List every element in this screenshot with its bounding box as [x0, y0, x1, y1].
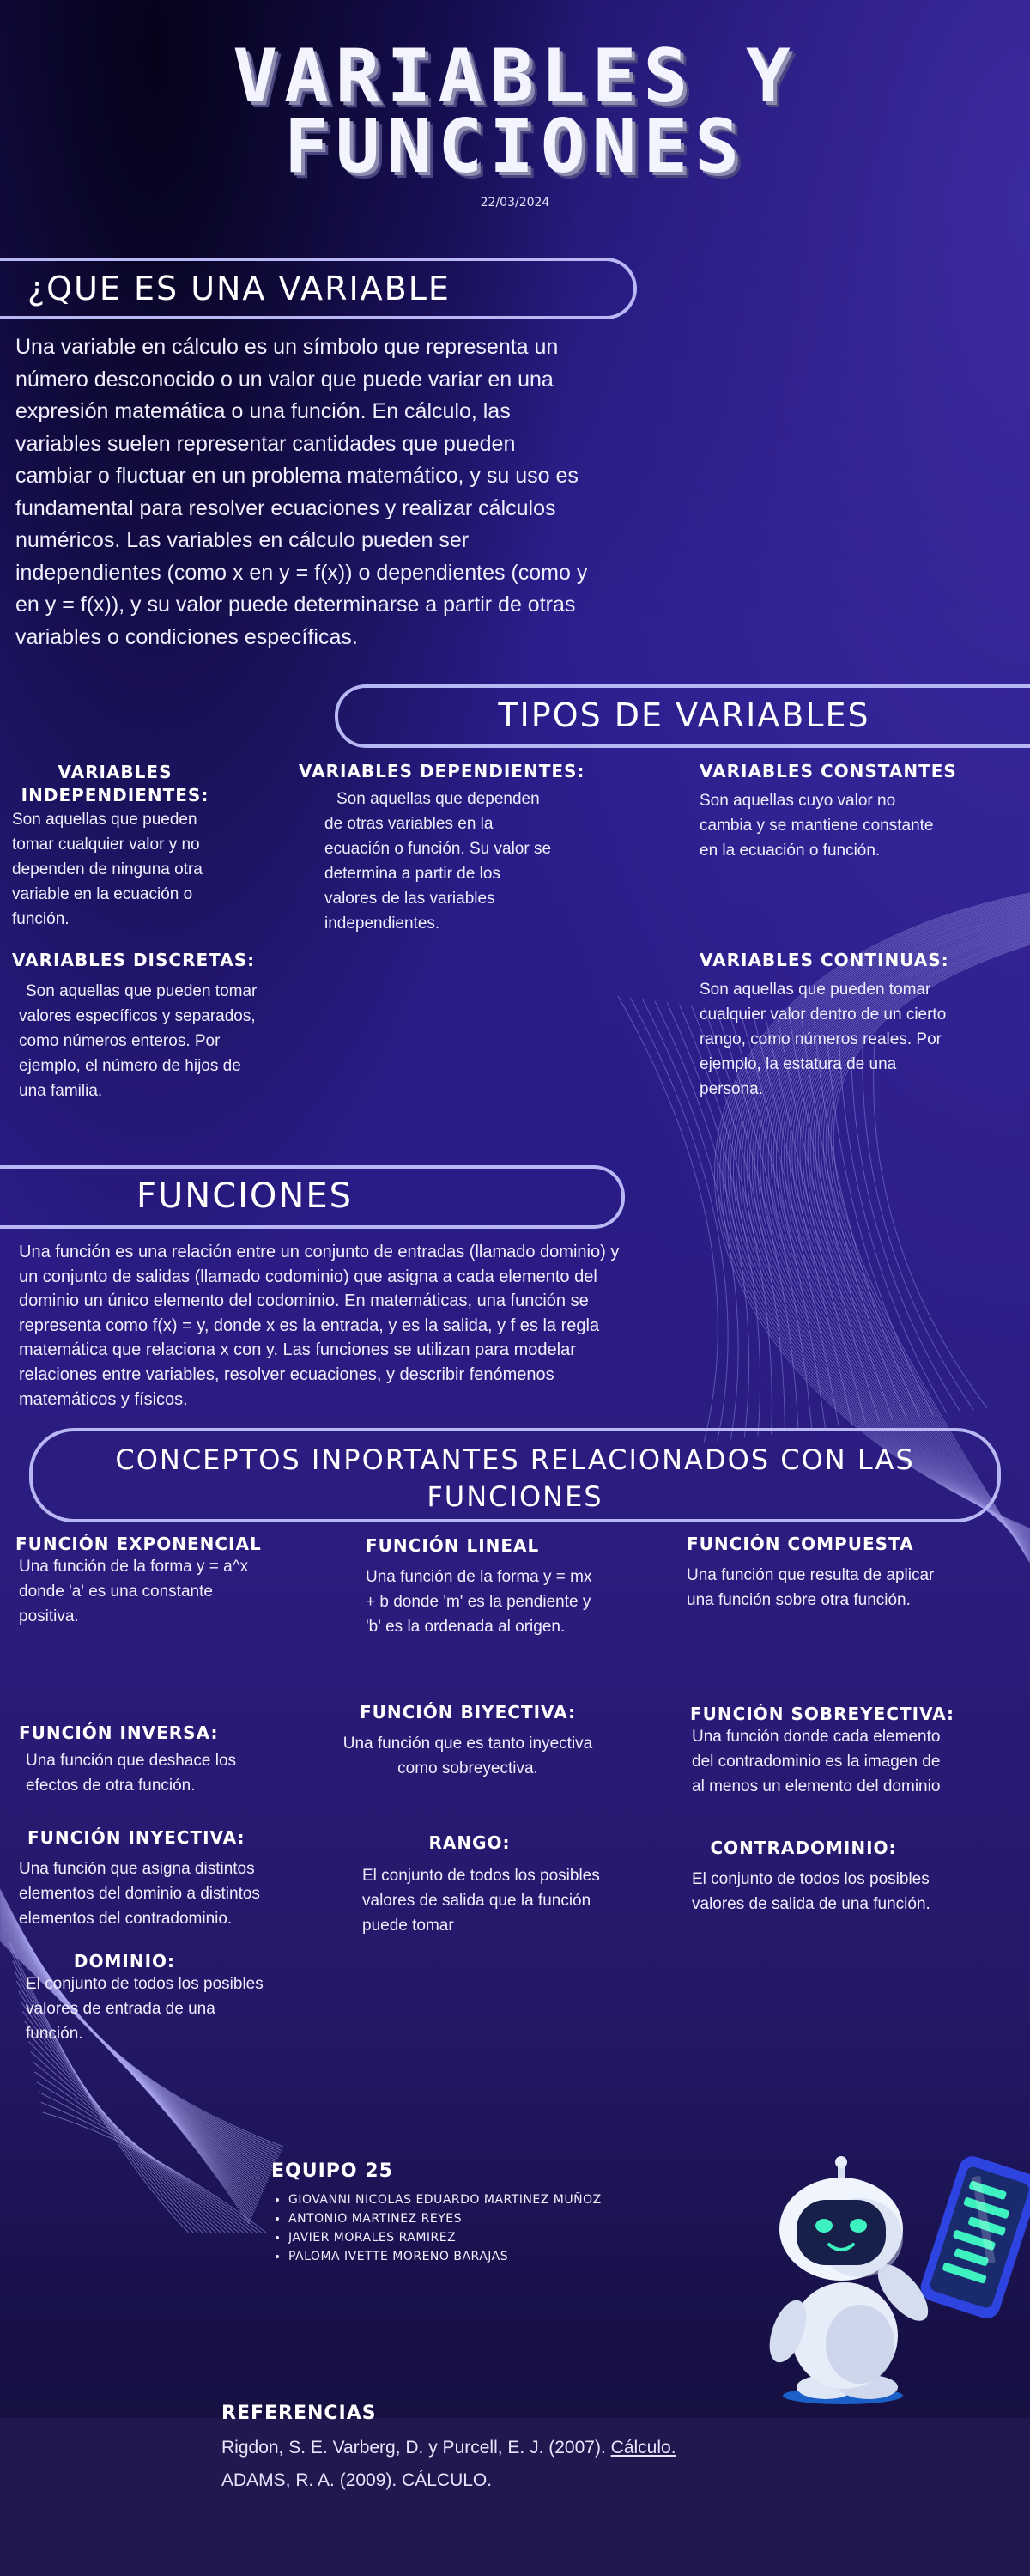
team-block: EQUIPO 25 • GIOVANNI NICOLAS EDUARDO MARTINEZ MUÑOZ • ANTONIO MARTINEZ REYES • JAVIER MORALES RAMIREZ • PALOMA IVETTE MORENO BARAJAS [271, 2160, 700, 2266]
robot-mascot-icon [731, 2155, 1030, 2413]
section-header-concepts: CONCEPTOS INPORTANTES RELACIONADOS CON LAS FUNCIONES [29, 1428, 1001, 1522]
wireframe-wave-icon [0, 1889, 292, 2250]
concept-domain: DOMINIO: El conjunto de todos los posibles valores de entrada de una función. [26, 1951, 264, 2043]
functions-definition: Una función es una relación entre un conjunto de entradas (llamado dominio) y un conjunto de salidas (llamado codominio) que asigna a cada elemento del dominio un único elemento del codominio. En matemáticas, una función se representa como f(x) = y, donde x es la entrada, y es la salida, y f es la regla matemática que relaciona x con y. Las funciones se utilizan para modelar relaciones entre variables, resolver ecuaciones, y describir fenómenos matemáticos y físicos. [19, 1242, 620, 1409]
concept-linear: FUNCIÓN LINEAL Una función de la forma y = mx + b donde 'm' es la pendiente y 'b' es la ordenada al origen. [366, 1535, 592, 1636]
variable-type-constant: VARIABLES CONSTANTES Son aquellas cuyo valor no cambia y se mantiene constante en la ecuación o función. [700, 761, 957, 860]
variable-definition: Una variable en cálculo es un símbolo que representa un número desconocido o un valor que puede variar en una expresión matemática o una función. En cálculo, las variables suelen representar cantidades que pueden cambiar o fluctuar en un problema matemático, y su uso es fundamental para resolver ecuaciones y realizar cálculos numéricos. Las variables en cálculo pueden ser independientes (como x en y = f(x)) o dependientes (como y en y = f(x)), y su valor puede determinarse a partir de otras variables o condiciones específicas. [15, 335, 588, 649]
variable-type-dependent: VARIABLES DEPENDIENTES: Son aquellas que dependen de otras variables en la ecuación o función. Su valor se determina a partir de los valores de las variables independientes. [299, 761, 585, 933]
reference-item: Rigdon, S. E. Varberg, D. y Purcell, E. J. (2007). Cálculo. [221, 2438, 676, 2458]
concept-injective: FUNCIÓN INYECTIVA: Una función que asigna distintos elementos del dominio a distintos elementos del contradominio. [19, 1827, 260, 1928]
reference-item: ADAMS, R. A. (2009). CÁLCULO. [221, 2470, 493, 2490]
concept-surjective: FUNCIÓN SOBREYECTIVA: Una función donde cada elemento del contradominio es la imagen de al menos un elemento del dominio [690, 1704, 955, 1795]
references-block: REFERENCIAS Rigdon, S. E. Varberg, D. y Purcell, E. J. (2007). Cálculo. ADAMS, R. A. (2009). CÁLCULO. [221, 2403, 994, 2491]
concept-exponential: FUNCIÓN EXPONENCIAL Una función de la forma y = a^x donde 'a' es una constante positiva. [15, 1534, 262, 1625]
team-member-list [271, 2190, 700, 2266]
section-header-variable: ¿QUE ES UNA VARIABLE [0, 258, 637, 319]
page-title: VARIABLES Y FUNCIONES [233, 33, 797, 190]
variable-type-discrete: VARIABLES DISCRETAS: Son aquellas que pueden tomar valores específicos y separados, como números enteros. Por ejemplo, el número de hijos de una familia. [12, 950, 258, 1100]
section-header-types: TIPOS DE VARIABLES [335, 684, 1030, 748]
section-header-functions: FUNCIONES [0, 1165, 625, 1229]
concept-range: RANGO: El conjunto de todos los posibles valores de salida que la función puede tomar [362, 1832, 600, 1935]
date-label: 22/03/2024 [480, 196, 550, 210]
variable-type-independent: VARIABLES INDEPENDIENTES: Son aquellas que pueden tomar cualquier valor y no dependen de ninguna otra variable en la ecuación o función. [12, 762, 209, 928]
concept-composite: FUNCIÓN COMPUESTA Una función que resulta de aplicar una función sobre otra función. [687, 1534, 935, 1609]
team-member: • GIOVANNI NICOLAS EDUARDO MARTINEZ MUÑOZ [288, 2190, 700, 2209]
team-member: • JAVIER MORALES RAMIREZ [288, 2228, 700, 2247]
team-member: • ANTONIO MARTINEZ REYES [288, 2209, 700, 2228]
variable-type-continuous: VARIABLES CONTINUAS: Son aquellas que pueden tomar cualquier valor dentro de un cierto rango, como números reales. Por ejemplo, la estatura de una persona. [700, 950, 949, 1098]
concept-inverse: FUNCIÓN INVERSA: Una función que deshace los efectos de otra función. [19, 1722, 237, 1795]
team-member: • PALOMA IVETTE MORENO BARAJAS [288, 2247, 700, 2266]
concept-bijective: FUNCIÓN BIYECTIVA: Una función que es tanto inyectiva como sobreyectiva. [342, 1702, 593, 1777]
concept-codomain: CONTRADOMINIO: El conjunto de todos los posibles valores de salida de una función. [692, 1838, 930, 1913]
